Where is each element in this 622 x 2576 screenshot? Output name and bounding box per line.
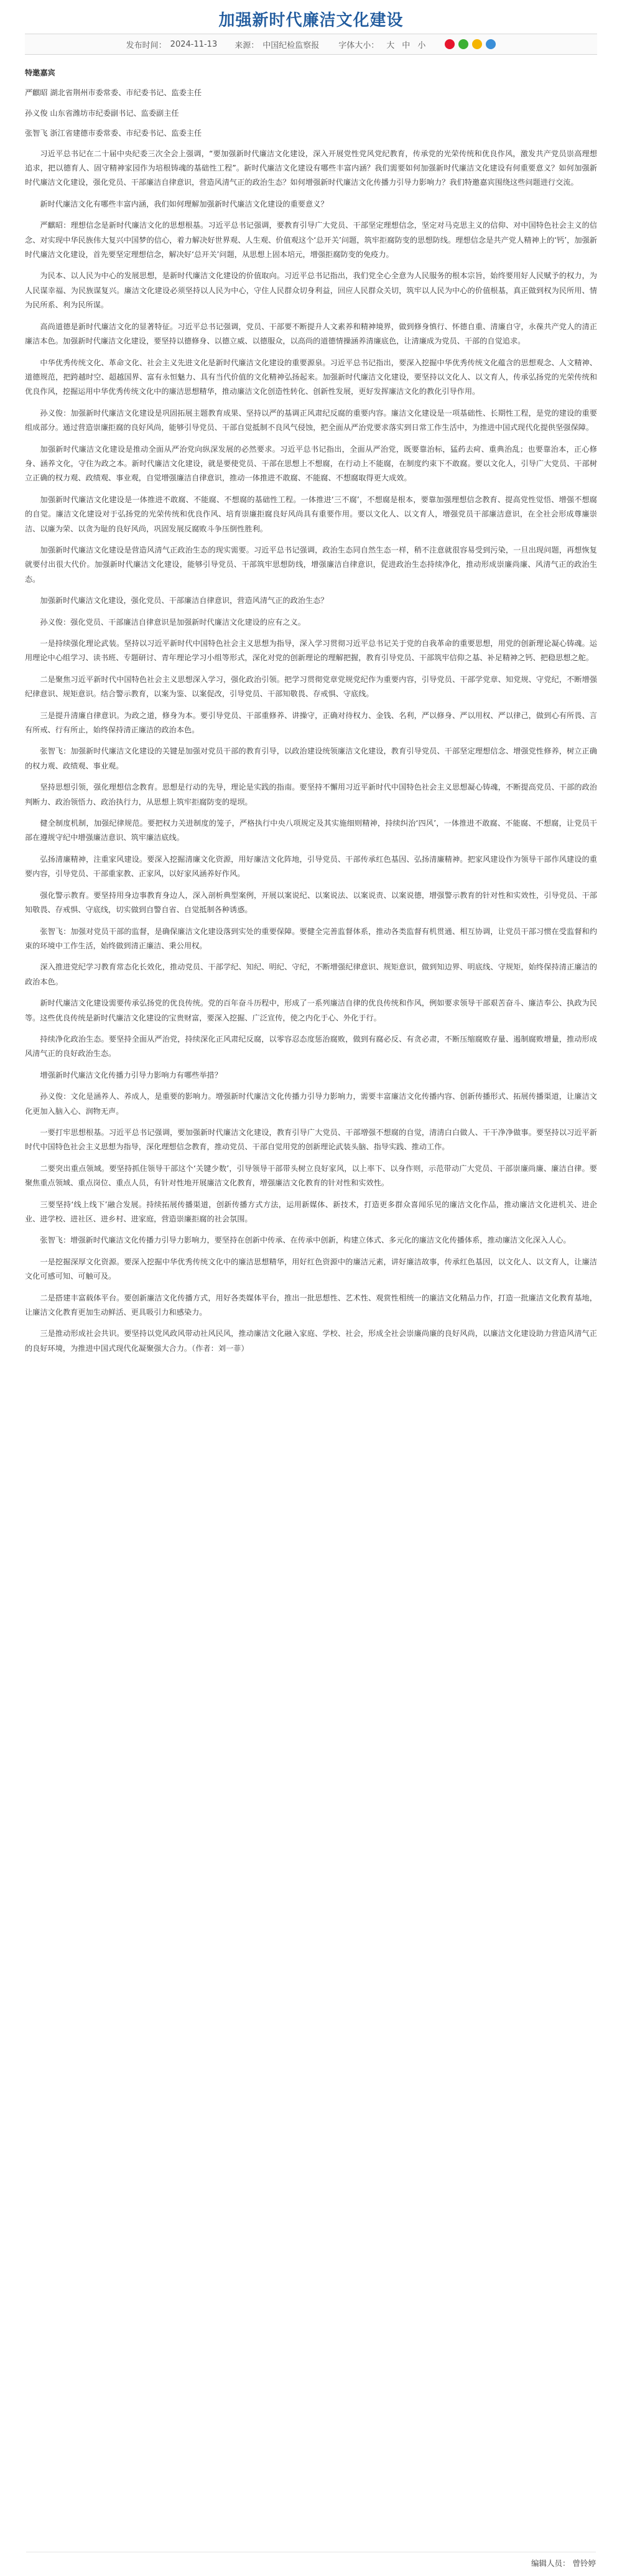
share-icons bbox=[445, 39, 496, 49]
article-paragraph: 孙义俊：加强新时代廉洁文化建设是巩固拓展主题教育成果、坚持以严的基调正风肃纪反腐的重要内容。廉洁文化建设是一项基础性、长期性工程，是党的建设的重要组成部分。通过营造崇廉拒腐的良好风尚，能够引导党员、干部自觉抵制不良风气侵蚀，把全面从严治党要求落实到日常工作生活中，为推进中国式现代化提供坚强保障。 bbox=[25, 408, 597, 432]
source-name: 中国纪检监察报 bbox=[262, 40, 320, 50]
article-paragraph: 孙义俊：强化党员、干部廉洁自律意识是加强新时代廉洁文化建设的应有之义。 bbox=[40, 617, 305, 627]
more-share-icon[interactable] bbox=[486, 39, 496, 49]
article-paragraph: 三是提升清廉自律意识。为政之道，修身为本。要引导党员、干部重修养、讲操守，正确对待权力、金钱、名利，严以修身、严以用权、严以律己，做到心有所畏、言有所戒、行有所止，始终保持清正廉洁的政治本色。 bbox=[25, 711, 597, 735]
article-paragraph: 新时代廉洁文化建设需要传承弘扬党的优良传统。党的百年奋斗历程中，形成了一系列廉洁自律的优良传统和作风，例如要求领导干部艰苦奋斗、廉洁奉公、执政为民等。这些优良传统是新时代廉洁文化建设的宝贵财富，要深入挖掘、广泛宣传，使之内化于心、外化于行。 bbox=[25, 999, 597, 1022]
publish-date: 2024-11-13 bbox=[170, 39, 218, 49]
article-paragraph: 增强新时代廉洁文化传播力引导力影响力有哪些举措？ bbox=[40, 1070, 222, 1080]
guest-item: 孙义俊 山东省潍坊市纪委副书记、监委副主任 bbox=[25, 108, 179, 118]
article-paragraph: 张智飞：加强新时代廉洁文化建设的关键是加强对党员干部的教育引导，以政治建设统领廉洁文化建设，教育引导党员、干部坚定理想信念、增强党性修养，树立正确的权力观、政绩观、事业观。 bbox=[25, 747, 597, 770]
font-size-label: 字体大小： bbox=[338, 40, 379, 50]
article-paragraph: 新时代廉洁文化有哪些丰富内涵，我们如何理解加强新时代廉洁文化建设的重要意义？ bbox=[40, 199, 328, 208]
article-paragraph: 持续净化政治生态。要坚持全面从严治党，持续深化正风肃纪反腐，以零容忍态度惩治腐败，做到有腐必反、有贪必肃，不断压缩腐败存量、遏制腐败增量，推动形成风清气正的良好政治生态。 bbox=[25, 1034, 597, 1058]
article-paragraph: 二是搭建丰富载体平台。要创新廉洁文化传播方式，用好各类媒体平台，推出一批思想性、艺术性、观赏性相统一的廉洁文化精品力作，打造一批廉洁文化教育基地，让廉洁文化教育更加生动鲜活、更具吸引力和感染力。 bbox=[25, 1293, 597, 1317]
article-paragraph: 二要突出重点领域。要坚持抓住领导干部这个‘关键少数’，引导领导干部带头树立良好家风，以上率下、以身作则，示范带动广大党员、干部崇廉尚廉、廉洁自律。要聚焦重点领域、重点岗位、重点人员，有针对性地开展廉洁文化教育，增强廉洁文化教育的针对性和实效性。 bbox=[25, 1164, 597, 1188]
guests-heading: 特邀嘉宾 bbox=[25, 68, 55, 77]
qzone-icon[interactable] bbox=[472, 39, 482, 49]
article-paragraph: 为民本、以人民为中心的发展思想，是新时代廉洁文化建设的价值取向。习近平总书记指出，我们党全心全意为人民服务的根本宗旨，始终要用好人民赋予的权力，为人民谋幸福、为民族谋复兴。廉洁文化建设必须坚持以人民为中心，守住人民群众切身利益，回应人民群众关切，筑牢以人民为中心的价值根基，真正做到权为民所用、情为民所系、利为民所谋。 bbox=[25, 271, 597, 310]
source-info bbox=[234, 39, 319, 50]
article-paragraph: 二是聚焦习近平新时代中国特色社会主义思想深入学习，强化政治引领。把学习贯彻党章党规党纪作为重要内容，引导党员、干部学党章、知党规、守党纪，不断增强纪律意识、规矩意识。结合警示教育，以案为鉴、以案促改，引导党员、干部知敬畏、存戒惧、守底线。 bbox=[25, 674, 597, 699]
font-size-large-button[interactable]: 大 bbox=[386, 40, 395, 50]
article-paragraph: 高尚道德是新时代廉洁文化的显著特征。习近平总书记强调，党员、干部要不断提升人文素养和精神境界，做到修身慎行、怀德自重、清廉自守，永葆共产党人的清正廉洁本色。加强新时代廉洁文化建设，要坚持以德修身、以德立威、以德服众，以高尚的道德情操涵养清廉底色，让清廉成为党员、干部的自觉追求。 bbox=[25, 322, 597, 346]
article-paragraph: 深入推进党纪学习教育常态化长效化，推动党员、干部学纪、知纪、明纪、守纪，不断增强纪律意识、规矩意识，做到知边界、明底线、守规矩，始终保持清正廉洁的政治本色。 bbox=[25, 963, 597, 986]
editor-label: 编辑人员： bbox=[531, 2559, 570, 2568]
article-footer bbox=[26, 2552, 596, 2569]
article-paragraph: 一是持续强化理论武装。坚持以习近平新时代中国特色社会主义思想为指导，深入学习贯彻习近平总书记关于党的自我革命的重要思想，用党的创新理论凝心铸魂。运用理论中心组学习、读书班、专题研讨、青年理论学习小组等形式，深化对党的创新理论的理解把握，教育引导党员、干部筑牢信仰之基、补足精神之钙、把稳思想之舵。 bbox=[25, 639, 597, 663]
article-paragraph: 弘扬清廉精神，注重家风建设。要深入挖掘清廉文化资源，用好廉洁文化阵地，引导党员、干部传承红色基因、弘扬清廉精神。把家风建设作为领导干部作风建设的重要内容，引导党员、干部重家教、正家风，以好家风涵养好作风。 bbox=[25, 854, 597, 879]
wechat-icon[interactable] bbox=[458, 39, 468, 49]
article-paragraph: 坚持思想引领，强化理想信念教育。思想是行动的先导，理论是实践的指南。要坚持不懈用习近平新时代中国特色社会主义思想凝心铸魂，不断提高党员、干部的政治判断力、政治领悟力、政治执行力，从思想上筑牢拒腐防变的堤坝。 bbox=[25, 783, 597, 806]
article-paragraph: 三是推动形成社会共识。要坚持以党风政风带动社风民风，推动廉洁文化融入家庭、学校、社会，形成全社会崇廉尚廉的良好风尚，以廉洁文化建设助力营造风清气正的良好环境，为推进中国式现代化凝聚强大合力。（作者：刘一菲） bbox=[25, 1329, 597, 1353]
article-paragraph: 健全制度机制，加强纪律规范。要把权力关进制度的笼子，严格执行中央八项规定及其实施细则精神，持续纠治‘四风’，一体推进不敢腐、不能腐、不想腐，让党员干部在遵规守纪中增强廉洁意识、筑牢廉洁底线。 bbox=[25, 819, 597, 842]
article-paragraph: 加强新时代廉洁文化建设是一体推进不敢腐、不能腐、不想腐的基础性工程。一体推进‘三不腐’，不想腐是根本，要靠加强理想信念教育、提高党性觉悟、增强不想腐的自觉。廉洁文化建设对于弘扬党的光荣传统和优良作风、培育崇廉拒腐良好风尚具有重要作用。要以文化人、以文育人，增强党员干部廉洁意识，在全社会形成尊廉崇洁、以廉为荣、以贪为耻的良好风尚，巩固发展反腐败斗争压倒性胜利。 bbox=[25, 495, 597, 533]
article-paragraph: 强化警示教育。要坚持用身边事教育身边人，深入剖析典型案例，开展以案说纪、以案说法、以案说责、以案说德，增强警示教育的针对性和实效性，引导党员、干部知敬畏、存戒惧、守底线，切实做到自警自省、自觉抵制各种诱惑。 bbox=[25, 890, 597, 915]
guest-item: 严麒昭 湖北省荆州市委常委、市纪委书记、监委主任 bbox=[25, 88, 202, 98]
article-body bbox=[25, 55, 597, 1356]
paragraph-list bbox=[25, 147, 597, 1356]
article-title: 加强新时代廉洁文化建设 bbox=[218, 11, 404, 30]
publish-info bbox=[126, 39, 218, 50]
editor-name: 曾铃婷 bbox=[572, 2559, 596, 2568]
article-paragraph: 张智飞：加强对党员干部的监督，是确保廉洁文化建设落到实处的重要保障。要健全完善监督体系，推动各类监督有机贯通、相互协调，让党员干部习惯在受监督和约束的环境中工作生活，始终做到清正廉洁、秉公用权。 bbox=[25, 926, 597, 950]
article-paragraph: 一要打牢思想根基。习近平总书记强调，要加强新时代廉洁文化建设，教育引导广大党员、干部增强不想腐的自觉，清清白白做人、干干净净做事。要坚持以习近平新时代中国特色社会主义思想为指导，深化理想信念教育，推动党员、干部自觉用党的创新理论武装头脑、指导实践、推动工作。 bbox=[25, 1127, 597, 1152]
article-paragraph: 一是挖掘深厚文化资源。要深入挖掘中华优秀传统文化中的廉洁思想精华，用好红色资源中的廉洁元素，讲好廉洁故事，传承红色基因，以文化人、以文育人，让廉洁文化可感可知、可触可及。 bbox=[25, 1257, 597, 1281]
article-paragraph: 张智飞：增强新时代廉洁文化传播力引导力影响力，要坚持在创新中传承、在传承中创新，构建立体式、多元化的廉洁文化传播体系，推动廉洁文化深入人心。 bbox=[40, 1236, 571, 1245]
font-size-medium-button[interactable]: 中 bbox=[402, 40, 411, 50]
article-paragraph: 严麒昭：理想信念是新时代廉洁文化的思想根基。习近平总书记强调，要教育引导广大党员、干部坚定理想信念，坚定对马克思主义的信仰、对中国特色社会主义的信念、对实现中华民族伟大复兴中国梦的信心，着力解决好世界观、人生观、价值观这个‘总开关’问题，筑牢拒腐防变的思想防线。理想信念是共产党人精神上的‘钙’，加强新时代廉洁文化建设，首先要坚定理想信念，解决好‘总开关’问题，从思想上固本培元，增强拒腐防变的免疫力。 bbox=[25, 221, 597, 259]
guest-item: 张智飞 浙江省建德市委常委、市纪委书记、监委主任 bbox=[25, 129, 202, 138]
article-paragraph: 加强新时代廉洁文化建设，强化党员、干部廉洁自律意识，营造风清气正的政治生态？ bbox=[40, 596, 328, 605]
font-size-small-button[interactable]: 小 bbox=[417, 40, 426, 50]
font-size-control bbox=[337, 39, 427, 50]
article-paragraph: 加强新时代廉洁文化建设是营造风清气正政治生态的现实需要。习近平总书记强调，政治生态同自然生态一样，稍不注意就很容易受到污染，一旦出现问题，再想恢复就要付出很大代价。加强新时代廉洁文化建设，能够引导党员、干部筑牢思想防线，增强廉洁自律意识，促进政治生态持续净化，推动形成崇廉尚廉、风清气正的政治生态。 bbox=[25, 545, 597, 584]
article-paragraph: 习近平总书记在二十届中央纪委三次全会上强调，“要加强新时代廉洁文化建设，深入开展党性党风党纪教育，传承党的光荣传统和优良作风，激发共产党员崇高理想追求，把以德育人、固守精神家园作为培根铸魂的基础性工程”。新时代廉洁文化建设有哪些丰富内涵？我们需要如何加强新时代廉洁文化建设有何重要意义？如何加强新时代廉洁文化建设，强化党员、干部廉洁自律意识，营造风清气正的政治生态？如何增强新时代廉洁文化传播力引导力影响力？我们特邀嘉宾围绕这些问题进行交流。 bbox=[25, 149, 597, 187]
article-paragraph: 中华优秀传统文化、革命文化、社会主义先进文化是新时代廉洁文化建设的重要源泉。习近平总书记指出，要深入挖掘中华优秀传统文化蕴含的思想观念、人文精神、道德规范，把跨越时空、超越国界、富有永恒魅力、具有当代价值的文化精神弘扬起来。加强新时代廉洁文化建设，要坚持以文化人、以文育人，传承弘扬党的光荣传统和优良作风，挖掘运用中华优秀传统文化中的廉洁思想精华，推动廉洁文化创造性转化、创新性发展，更好发挥廉洁文化的教化引导作用。 bbox=[25, 358, 597, 396]
publish-label: 发布时间： bbox=[126, 40, 167, 50]
article-paragraph: 加强新时代廉洁文化建设是推动全面从严治党向纵深发展的必然要求。习近平总书记指出，全面从严治党，既要靠治标，猛药去疴、重典治乱；也要靠治本，正心修身、涵养文化，守住为政之本。新时代廉洁文化建设，就是要使党员、干部在思想上不想腐，在行动上不能腐，在制度约束下不敢腐。要以文化人，引导广大党员、干部树立正确的权力观、政绩观、事业观，自觉增强廉洁自律意识，推动一体推进不敢腐、不能腐、不想腐取得更大成效。 bbox=[25, 444, 597, 483]
source-label: 来源： bbox=[234, 40, 259, 50]
article-paragraph: 三要坚持‘线上线下’融合发展。持续拓展传播渠道，创新传播方式方法，运用新媒体、新技术，打造更多群众喜闻乐见的廉洁文化作品，推动廉洁文化进机关、进企业、进学校、进社区、进乡村、进家庭，营造崇廉拒腐的社会氛围。 bbox=[25, 1200, 597, 1223]
article-meta-bar bbox=[25, 34, 597, 55]
weibo-icon[interactable] bbox=[445, 39, 455, 49]
article-paragraph: 孙义俊：文化是涵养人、养成人，是重要的影响力。增强新时代廉洁文化传播力引导力影响力，需要丰富廉洁文化传播内容、创新传播形式、拓展传播渠道，让廉洁文化更加入脑入心、润物无声。 bbox=[25, 1092, 597, 1116]
